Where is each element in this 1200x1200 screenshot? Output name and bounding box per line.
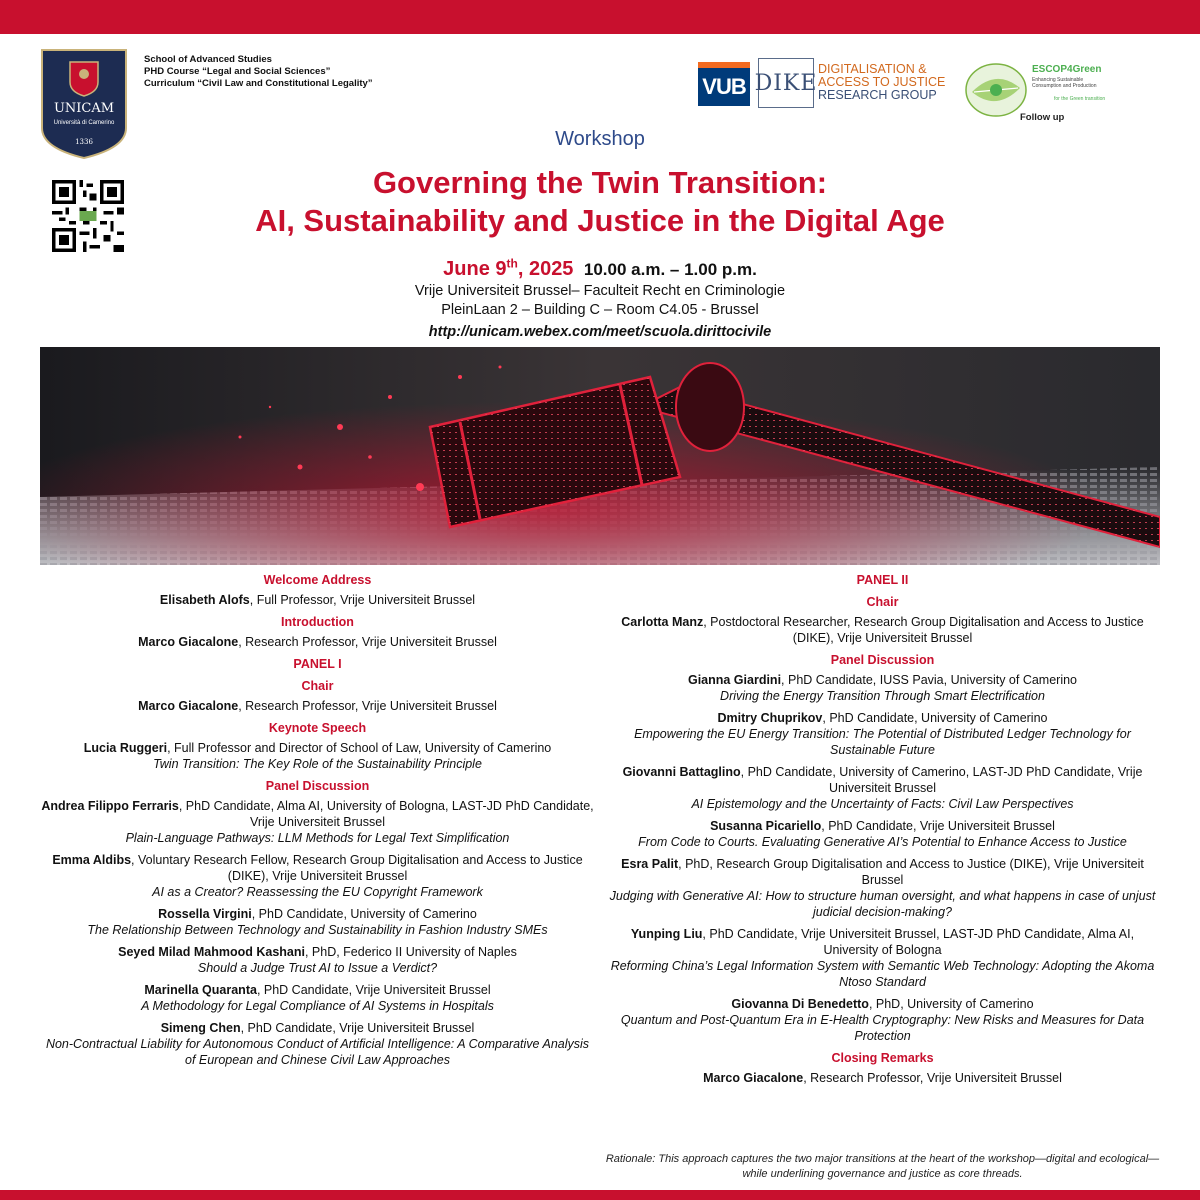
escop-sub-3: for the Green transition [1054, 96, 1106, 102]
panel-1-chair: Marco Giacalone, Research Professor, Vrije Universiteit Brussel [138, 699, 497, 713]
venue-line-2: PleinLaan 2 – Building C – Room C4.05 - Brussel [441, 302, 759, 318]
dike-research-group-text [818, 63, 945, 102]
shield-subtitle: Università di Camerino [53, 120, 115, 126]
vub-logo: VUB [698, 62, 750, 106]
panel-2-chair: Carlotta Manz, Postdoctoral Researcher, Research Group Digitalisation and Access to Justice (DIKE), Vrije Universiteit Brussel [621, 615, 1144, 645]
curriculum: Curriculum “Civil Law and Constitutional Legality” [144, 78, 373, 89]
closing-speaker: Marco Giacalone, Research Professor, Vrije Universiteit Brussel [703, 1071, 1062, 1085]
panel-2-speaker: Gianna Giardini, PhD Candidate, IUSS Pavia, University of Camerino Driving the Energy Transition Through Smart Electrification [687, 673, 1078, 703]
welcome-speaker: Elisabeth Alofs, Full Professor, Vrije Universiteit Brussel [159, 593, 476, 607]
digital-gavel-image [40, 347, 1160, 565]
panel-1-speaker: Andrea Filippo Ferraris, PhD Candidate, Alma AI, University of Bologna, LAST-JD PhD Candidate, Vrije Universiteit Brussel Plain-Language Pathways: LLM Methods for Legal Text Simplification [41, 799, 594, 845]
panel-2-speaker: Dmitry Chuprikov, PhD Candidate, University of Camerino Empowering the EU Energy Transition: The Potential of Distributed Ledger Technology for Sustainable Future [634, 711, 1131, 757]
closing-heading: Closing Remarks [831, 1051, 934, 1065]
top-red-bar [0, 0, 1200, 34]
panel-2-discussion-heading: Panel Discussion [830, 653, 935, 667]
panel-2-speaker: Yunping Liu, PhD Candidate, Vrije Universiteit Brussel, LAST-JD PhD Candidate, Alma AI, University of Bologna Reforming China’s Legal Information System with Semantic Web Technology: Adopting the Akoma Ntoso Standard [610, 927, 1155, 989]
phd-course: PHD Course “Legal and Social Sciences” [144, 66, 331, 77]
panel-2-speaker: Giovanni Battaglino, PhD Candidate, University of Camerino, LAST-JD PhD Candidate, Vrije Universiteit Brussel AI Epistemology and the Uncertainty of Facts: Civil Law Perspectives [622, 765, 1143, 811]
panel-1-speaker: Emma Aldibs, Voluntary Research Fellow, Research Group Digitalisation and Access to Justice (DIKE), Vrije Universiteit Brussel AI as a Creator? Reassessing the EU Copyright Framework [52, 853, 583, 899]
school-name: School of Advanced Studies [144, 54, 272, 65]
school-info [144, 54, 373, 90]
title-line-1: Governing the Twin Transition: [372, 165, 828, 200]
panel-2-speaker: Esra Palit, PhD, Research Group Digitalisation and Access to Justice (DIKE), Vrije Universiteit Brussel Judging with Generative AI: How to structure human oversight, and what happens in case of unjust judicial decision-making? [609, 857, 1156, 919]
follow-up-label: Follow up [1020, 112, 1065, 123]
event-time: 10.00 a.m. – 1.00 p.m. [583, 259, 757, 279]
panel-1-speaker: Simeng Chen, PhD Candidate, Vrije Universiteit Brussel Non-Contractual Liability for Autonomous Conduct of Artificial Intelligence: A Comparative Analysis of European and Chinese Civil Law Approaches [45, 1021, 590, 1067]
escop-sub-2: Consumption and Production [1032, 83, 1097, 89]
shield-name: UNICAM [53, 101, 115, 116]
date-time-line [0, 256, 1200, 281]
rationale-note: Rationale: This approach captures the two major transitions at the heart of the workshop—digital and ecological—while underlining governance and justice as core threads. [605, 1153, 1160, 1180]
escop-name: ESCOP4Green [1032, 64, 1102, 75]
dike-line-3: RESEARCH GROUP [818, 88, 937, 102]
welcome-heading: Welcome Address [263, 573, 372, 587]
panel-2-chair-heading: Chair [866, 595, 899, 609]
introduction-heading: Introduction [281, 615, 354, 629]
bottom-red-bar [0, 1190, 1200, 1200]
dike-line-2: ACCESS TO JUSTICE [818, 75, 946, 89]
keynote-heading: Keynote Speech [268, 721, 367, 735]
panel-2-heading: PANEL II [856, 573, 909, 587]
shield-year: 1336 [75, 138, 93, 146]
program-right-column [605, 572, 1160, 1092]
dike-line-1: DIGITALISATION & [818, 62, 927, 76]
program-left-column [40, 572, 595, 1074]
webex-link[interactable]: http://unicam.webex.com/meet/scuola.dirittocivile [428, 324, 772, 340]
panel-2-speaker: Susanna Picariello, PhD Candidate, Vrije Universiteit Brussel From Code to Courts. Evaluating Generative AI’s Potential to Enhance Access to Justice [638, 819, 1127, 849]
panel-1-discussion-heading: Panel Discussion [265, 779, 370, 793]
keynote-speaker: Lucia Ruggeri, Full Professor and Director of School of Law, University of Camerino Twin Transition: The Key Role of the Sustainability Principle [83, 741, 552, 771]
workshop-label: Workshop [555, 128, 645, 150]
panel-1-chair-heading: Chair [301, 679, 334, 693]
panel-1-heading: PANEL I [293, 657, 342, 671]
panel-1-speaker: Marinella Quaranta, PhD Candidate, Vrije Universiteit Brussel A Methodology for Legal Compliance of AI Systems in Hospitals [141, 983, 494, 1013]
panel-1-speaker: Rossella Virgini, PhD Candidate, University of Camerino The Relationship Between Technology and Sustainability in Fashion Industry SMEs [87, 907, 548, 937]
title-line-2: AI, Sustainability and Justice in the Digital Age [255, 203, 945, 238]
venue-line-1: Vrije Universiteit Brussel– Faculteit Recht en Criminologie [414, 283, 786, 299]
dike-logo: DIKE [758, 58, 814, 108]
panel-2-speaker: Giovanna Di Benedetto, PhD, University of Camerino Quantum and Post-Quantum Era in E-Health Cryptography: New Risks and Measures for Data Protection [620, 997, 1145, 1043]
panel-1-speaker: Seyed Milad Mahmood Kashani, PhD, Federico II University of Naples Should a Judge Trust AI to Issue a Verdict? [118, 945, 517, 975]
escop-sub-1: Enhancing Sustainable [1032, 77, 1084, 83]
event-date: June 9th, 2025 [443, 256, 574, 280]
introduction-speaker: Marco Giacalone, Research Professor, Vrije Universiteit Brussel [138, 635, 497, 649]
